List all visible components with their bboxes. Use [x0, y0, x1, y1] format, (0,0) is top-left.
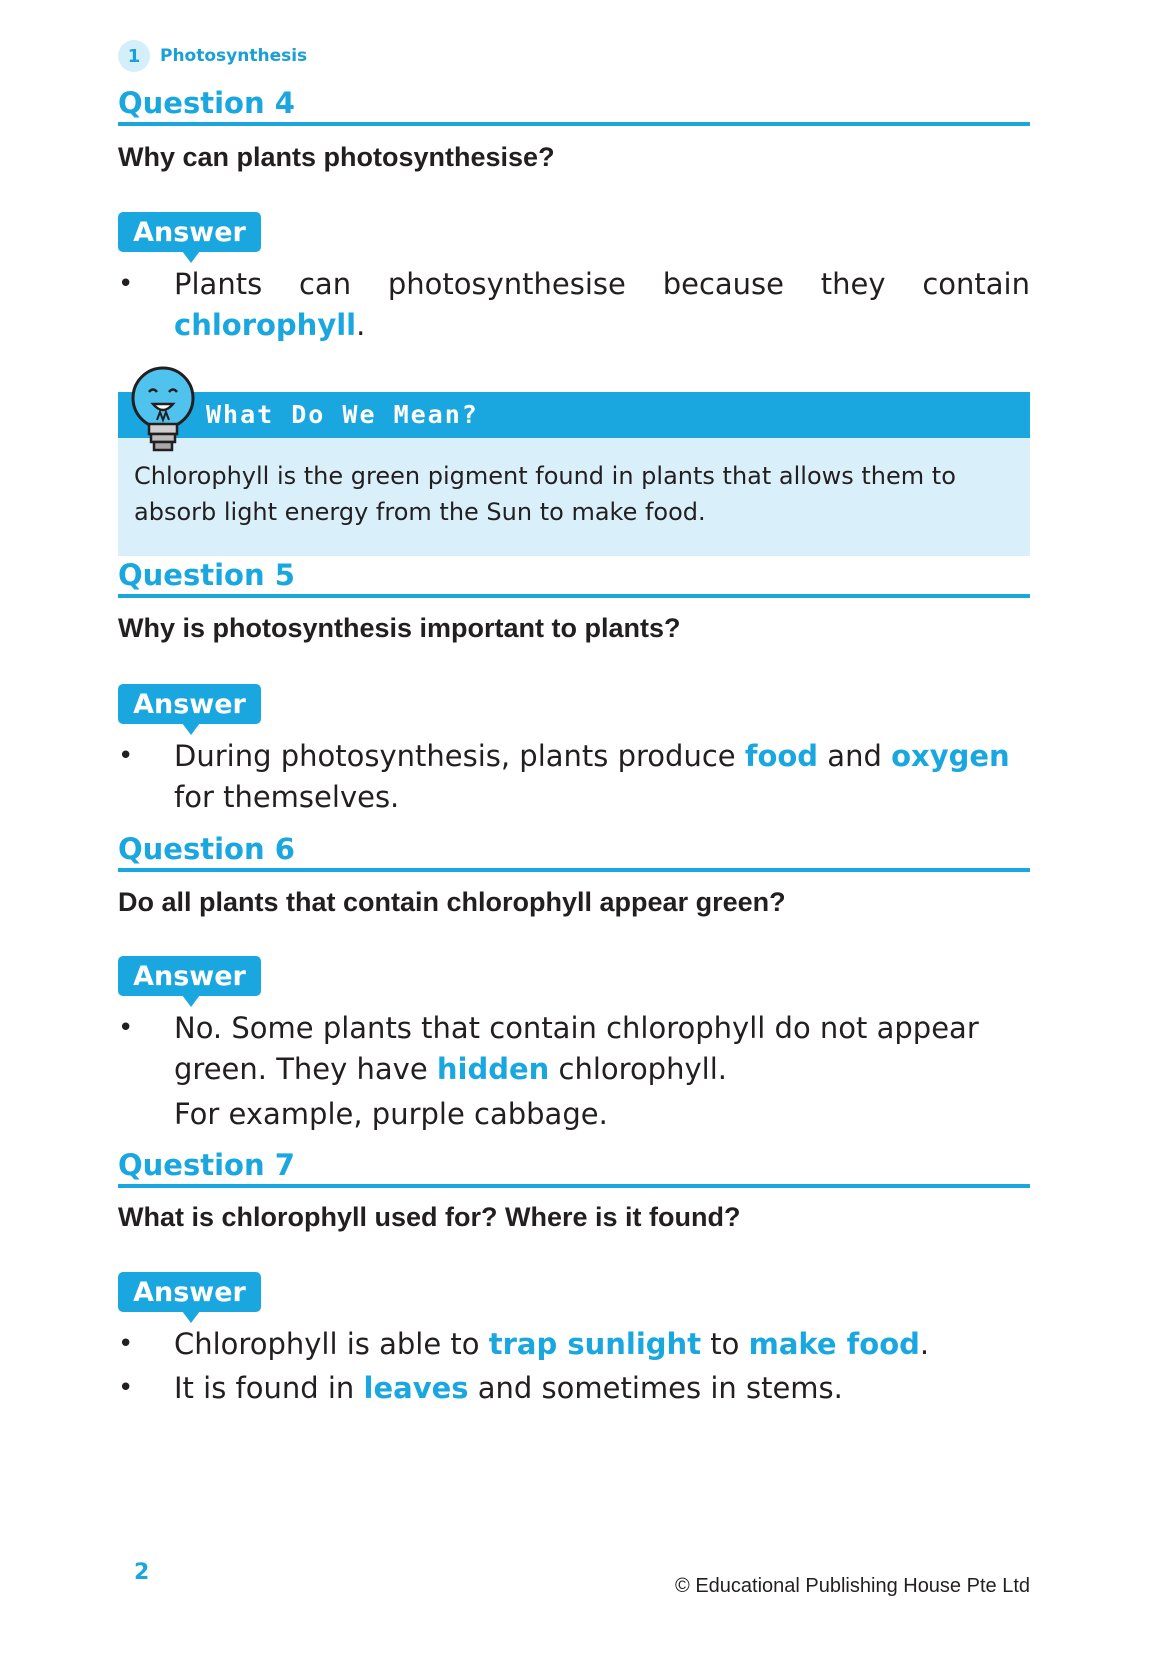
- example-line: For example, purple cabbage.: [174, 1097, 608, 1131]
- question-4-heading: Question 4: [118, 84, 1030, 126]
- answer-bullet: [118, 1368, 1030, 1409]
- bullet-dot: •: [118, 1013, 134, 1043]
- question-6-text: Do all plants that contain chlorophyll appear green?: [118, 887, 786, 917]
- bullet-dot: •: [118, 1373, 134, 1403]
- answer-tag: Answer: [118, 684, 261, 724]
- answer-text: Chlorophyll is able to trap sunlight to make food.: [174, 1327, 930, 1361]
- question-6-heading: Question 6: [118, 830, 1030, 872]
- answer-text: Plants can photosynthesise because they contain chlorophyll.: [174, 267, 1030, 342]
- page-number: 2: [134, 1560, 150, 1585]
- question-7-text: What is chlorophyll used for? Where is it found?: [118, 1202, 741, 1232]
- lightbulb-mascot-icon: [127, 364, 199, 460]
- highlight-term: leaves: [363, 1371, 469, 1405]
- answer-text: It is found in leaves and sometimes in stems.: [174, 1371, 843, 1405]
- highlight-term: food: [744, 739, 819, 773]
- bullet-dot: •: [118, 269, 134, 299]
- highlight-term: oxygen: [891, 739, 1010, 773]
- what-do-we-mean-header: [118, 392, 1030, 438]
- answer-tag: Answer: [118, 1272, 261, 1312]
- answer-bullet: [118, 264, 1030, 346]
- question-7-heading: Question 7: [118, 1146, 1030, 1188]
- question-5-text: Why is photosynthesis important to plants?: [118, 613, 681, 643]
- answer-tag: Answer: [118, 956, 261, 996]
- chapter-number-badge: 1: [118, 40, 150, 72]
- bullet-dot: •: [118, 1329, 134, 1359]
- question-4-text: Why can plants photosynthesise?: [118, 142, 555, 172]
- highlight-term: trap sunlight: [488, 1327, 702, 1361]
- what-do-we-mean-box: [118, 392, 1030, 556]
- answer-text: During photosynthesis, plants produce food and oxygen for themselves.: [174, 739, 1010, 814]
- what-do-we-mean-text: Chlorophyll is the green pigment found in plants that allows them to absorb light energy from the Sun to make food.: [134, 462, 956, 526]
- answer-bullet: [118, 1008, 1030, 1135]
- answer-bullet: [118, 736, 1030, 818]
- chapter-title: Photosynthesis: [160, 46, 308, 66]
- question-5-heading: Question 5: [118, 556, 1030, 598]
- chapter-header: [118, 40, 307, 72]
- answer-bullet: [118, 1324, 1030, 1365]
- bullet-dot: •: [118, 741, 134, 771]
- answer-tag: Answer: [118, 212, 261, 252]
- answer-text: No. Some plants that contain chlorophyll do not appear green. They have hidden chlorophyll. For example, purple cabbage.: [174, 1008, 1030, 1135]
- copyright-notice: © Educational Publishing House Pte Ltd: [675, 1575, 1030, 1597]
- highlight-term: hidden: [436, 1052, 550, 1086]
- what-do-we-mean-title: What Do We Mean?: [206, 400, 479, 429]
- highlight-term: chlorophyll: [174, 308, 357, 342]
- highlight-term: make food: [748, 1327, 920, 1361]
